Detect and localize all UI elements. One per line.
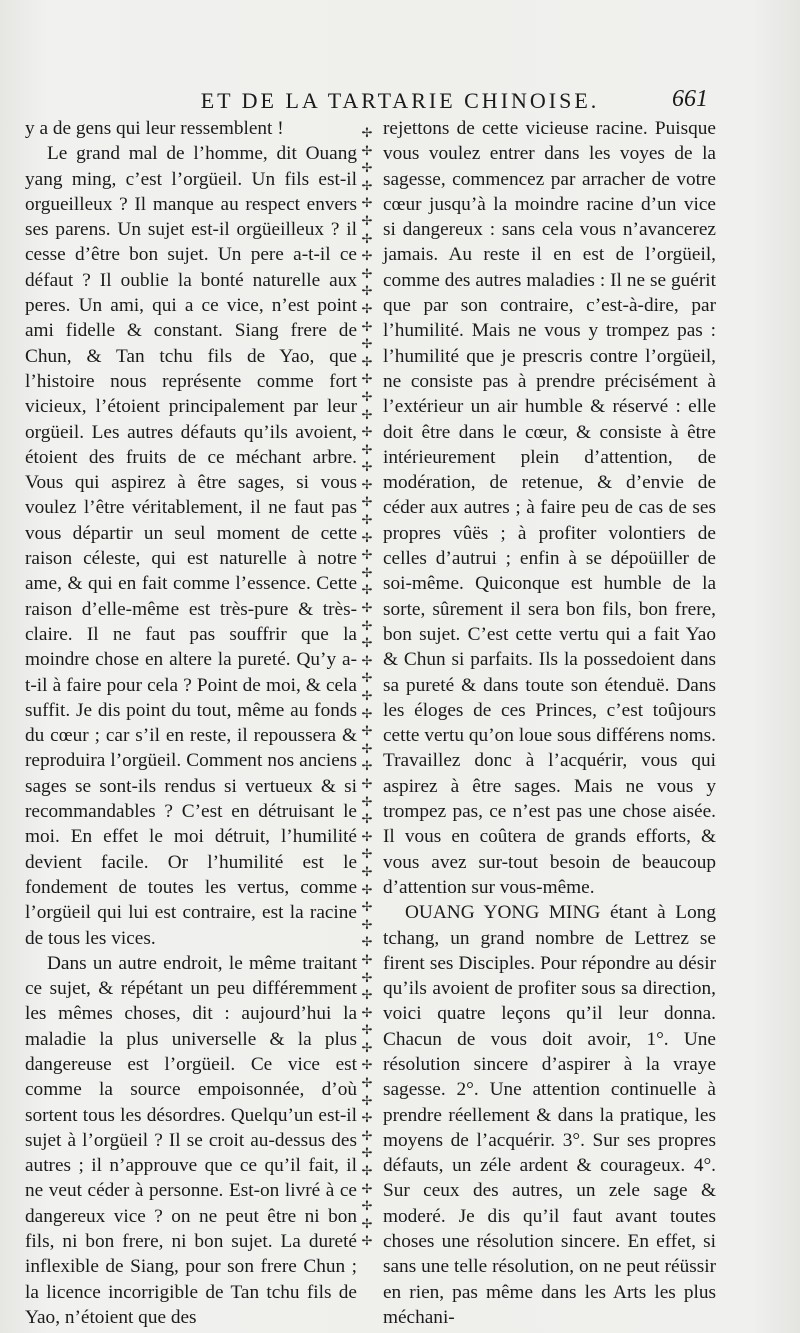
ornamental-column-divider: ✢ ✢ ✢ ✢ ✢ ✢ ✢ ✢ ✢ ✢ ✢ ✢ ✢ ✢ ✢ ✢ ✢ ✢ ✢ ✢ ✢ ✢ ✢ ✢ ✢ ✢ ✢ ✢ ✢ ✢ ✢ ✢ ✢ ✢ ✢ ✢ ✢ ✢ ✢ ✢ ✢ ✢ ✢ ✢ ✢ ✢ ✢ ✢ ✢ ✢ ✢ ✢ ✢ ✢ ✢ ✢ ✢ ✢ ✢ ✢ ✢ ✢ ✢ ✢ <box>361 125 373 1249</box>
paragraph: y a de gens qui leur ressemblent ! <box>25 118 284 139</box>
paragraph: Dans un autre endroit, le même traitant ce sujet, & répétant un peu différemment les mêmes choses, dit : aujourd’hui la maladie la plus universelle & la plus dangereuse est l’orgüeil. Ce vice est comme la source empoisonnée, d’où sortent tous les désordres. Quelqu’un est-il sujet à l’orgüeil ? Il se croit au-dessus des autres ; il n’approuve que ce qu’il fait, il ne veut céder à personne. Est-on livré à ce dangereux vice ? on ne peut être ni bon fils, ni bon frere, ni bon sujet. La dureté inflexible de Siang, pour son frere Chun ; la licence incorrigible de Tan tchu fils de Yao, n’étoient que des <box>25 952 357 1328</box>
paragraph: Le grand mal de l’homme, dit Ouang yang ming, c’est l’orgüeil. Un fils est-il orgueilleux ? Il manque au respect envers ses parens. Un sujet est-il orgüeilleux ? il cesse d’être bon sujet. Un pere a-t-il ce défaut ? Il oublie la bonté naturelle aux peres. Un ami, qui a ce vice, n’est point ami fidelle & constant. Siang frere de Chun, & Tan tchu fils de Yao, que l’histoire nous représente comme fort vicieux, l’étoient principalement par leur orgüeil. Les autres défauts qu’ils avoient, étoient des fruits de ce méchant arbre. Vous qui aspirez à être sages, si vous voulez l’être véritablement, il ne faut pas vous départir un seul moment de cette raison céleste, qui est naturelle à notre ame, & qui en fait comme l’essence. Cette raison d’elle-même est très-pure & très-claire. Il ne faut pas souffrir que la moindre chose en altere la pureté. Qu’y a-t-il à faire pour cela ? Point de moi, & cela suffit. Je dis point du tout, même au fonds du cœur ; car s’il en reste, il repoussera & reproduira l’orgüeil. Comment nos anciens sages se sont-ils rendus si vertueux & si recommandables ? C’est en détruisant le moi. En effet le moi détruit, l’humilité devient facile. Or l’humilité est le fondement de toutes les vertus, comme l’orgüeil qui lui est contraire, est la racine de tous les vices. <box>25 143 357 949</box>
running-title: ET DE LA TARTARIE CHINOISE. <box>200 88 600 113</box>
page-header <box>0 88 800 118</box>
right-column <box>383 116 716 1330</box>
page-number: 661 <box>672 86 708 112</box>
left-column <box>25 116 357 1330</box>
paragraph: rejettons de cette vicieuse racine. Puisque vous voulez entrer dans les voyes de la sagesse, commencez par arracher de votre cœur jusqu’à la moindre racine d’un vice si dangereux : sans cela vous n’avancerez jamais. Au reste il en est de l’orgüeil, comme des autres maladies : Il ne se guérit que par son contraire, c’est-à-dire, par l’humilité. Mais ne vous y trompez pas : l’humilité que je prescris contre l’orgüeil, ne consiste pas à prendre précisément à l’extérieur un air humble & réservé : elle doit être dans le cœur, & consiste à être intérieurement plein d’attention, de modération, de retenue, & d’envie de céder aux autres ; à faire peu de cas de ses propres vûës ; à profiter volontiers de celles d’autrui ; enfin à se dépoüiller de soi-même. Quiconque est humble de la sorte, sûrement il sera bon fils, bon frere, bon sujet. C’est cette vertu qui a fait Yao & Chun si parfaits. Ils la possedoient dans sa pureté & dans toute son étenduë. Dans les éloges de ces Princes, c’est toûjours cette vertu qu’on loue sous différens noms. Travaillez donc à l’acquérir, vous qui aspirez à être sages. Mais ne vous y trompez pas, ce n’est pas une chose aisée. Il vous en coûtera de grands efforts, & vous avez sur-tout besoin de beaucoup d’attention sur vous-même. <box>383 118 716 898</box>
paragraph: OUANG YONG MING étant à Long tchang, un grand nombre de Lettrez se firent ses Disciples. Pour répondre au désir qu’ils avoient de profiter sous sa direction, voici quatre leçons qu’il leur donna. Chacun de vous doit avoir, 1°. Une résolution sincere d’aspirer à la vraye sagesse. 2°. Une attention continuelle à prendre réellement & dans la pratique, les moyens de l’acquérir. 3°. Sur ses propres défauts, un zéle ardent & courageux. 4°. Sur ceux des autres, un zele sage & moderé. Je dis qu’il faut avant toutes choses une résolution sincere. En effet, si sans une telle résolution, on ne peut réüssir en rien, pas même dans les Arts les plus méchani- <box>383 902 716 1328</box>
